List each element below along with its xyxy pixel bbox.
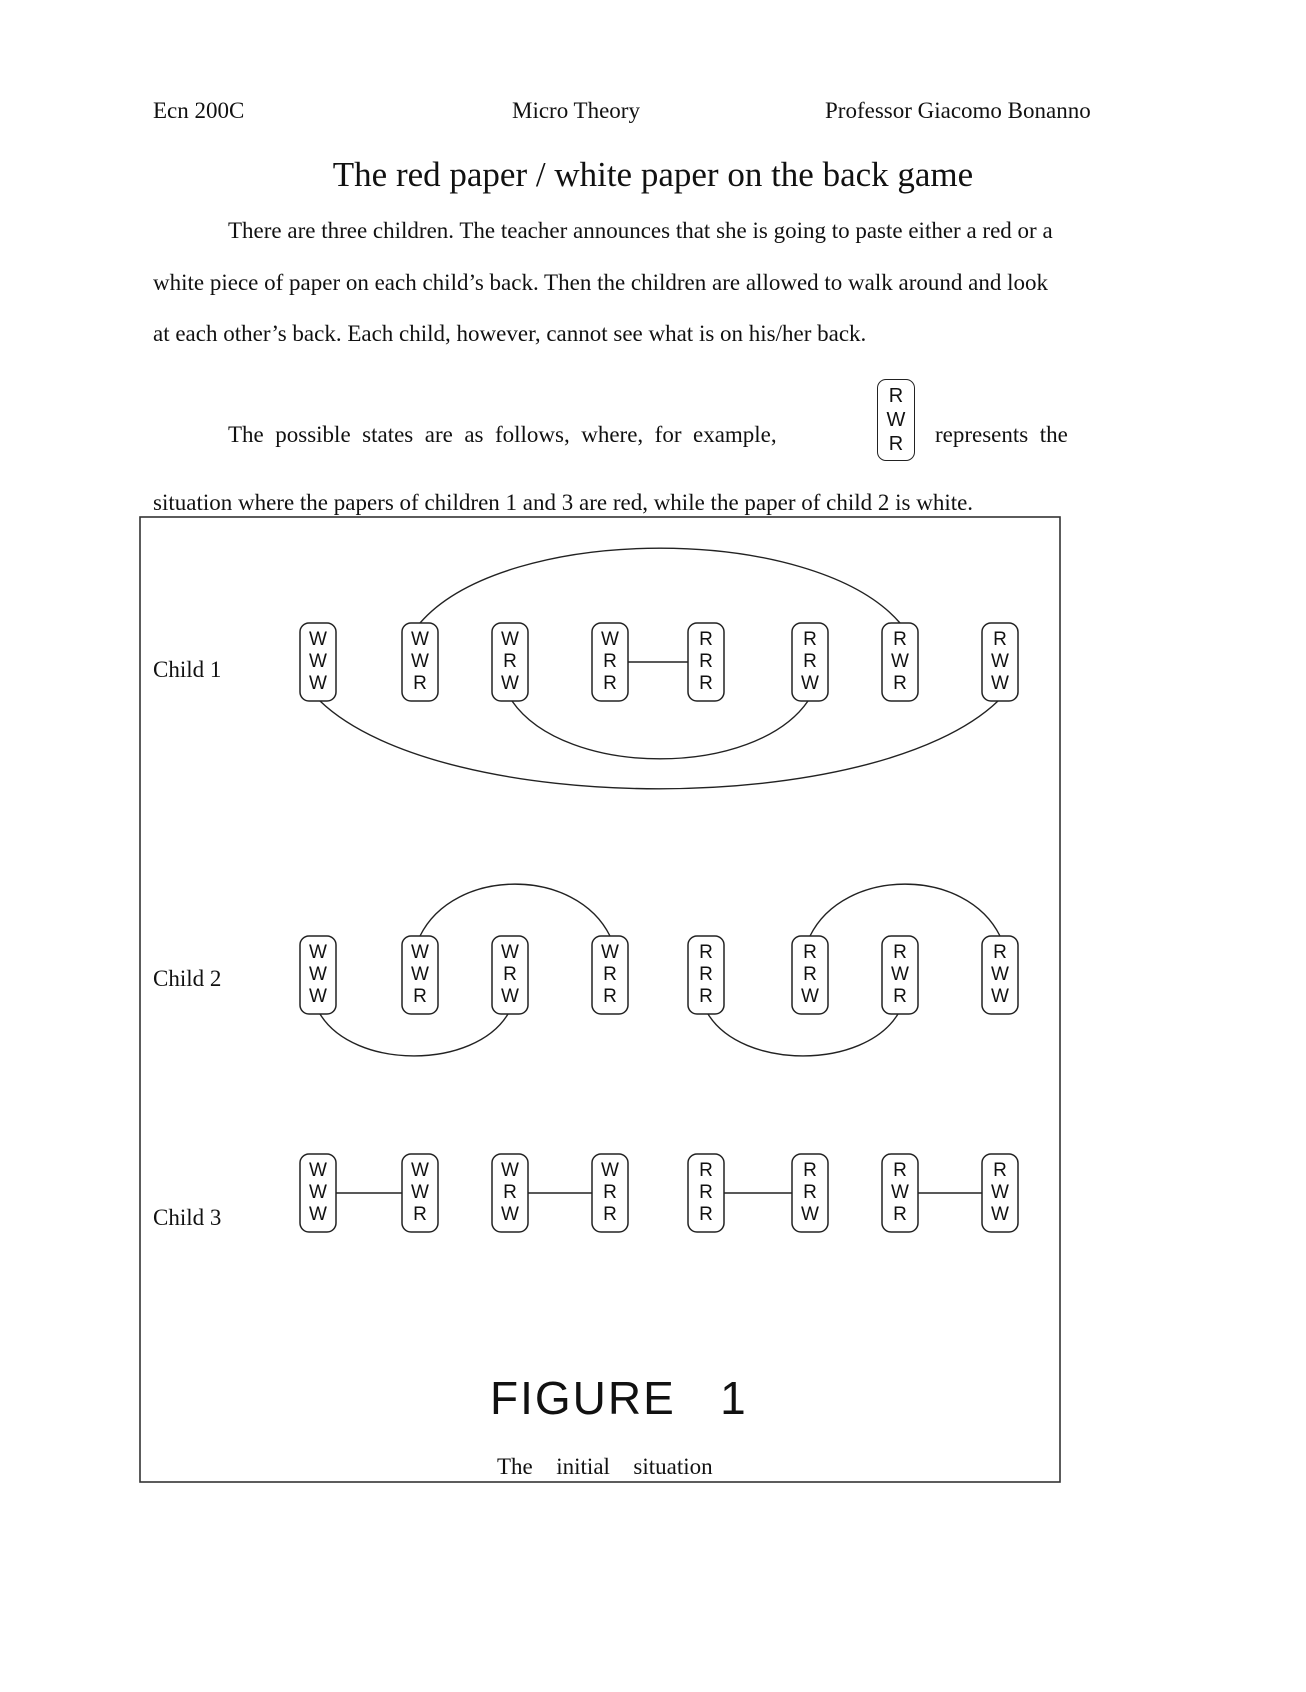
state-letter: W xyxy=(411,1160,429,1181)
child-1-state-box xyxy=(492,623,528,701)
state-letter: R xyxy=(699,986,713,1007)
state-letter: W xyxy=(309,1160,327,1181)
state-letter: R xyxy=(699,1182,713,1203)
state-letter: R xyxy=(413,673,427,694)
row-label-child-3: Child 3 xyxy=(153,1205,222,1230)
state-letter: R xyxy=(503,651,517,672)
state-letter: W xyxy=(309,986,327,1007)
state-letter: R xyxy=(603,673,617,694)
child-3-state-box xyxy=(792,1154,828,1232)
state-letter: R xyxy=(893,673,907,694)
state-letter: W xyxy=(891,1182,909,1203)
state-letter: W xyxy=(309,942,327,963)
child-2-link-1 xyxy=(420,884,610,936)
state-letter: R xyxy=(803,964,817,985)
paragraph-1-line-1: There are three children. The teacher announces that she is going to paste either a red or a xyxy=(228,218,1053,243)
state-letter: R xyxy=(603,1204,617,1225)
state-letter: R xyxy=(603,986,617,1007)
row-label-child-2: Child 2 xyxy=(153,966,222,991)
child-2-link-3 xyxy=(810,884,1000,936)
state-letter: R xyxy=(803,651,817,672)
state-letter: W xyxy=(891,651,909,672)
child-1-state-box xyxy=(300,623,336,701)
child-2-state-box xyxy=(792,936,828,1014)
state-letter: W xyxy=(411,942,429,963)
paragraph-2-before: The possible states are as follows, where, for example, xyxy=(228,422,777,447)
state-letter: W xyxy=(801,986,819,1007)
child-2-state-box xyxy=(688,936,724,1014)
state-letter: R xyxy=(699,651,713,672)
child-2-state-box xyxy=(592,936,628,1014)
state-letter: R xyxy=(603,651,617,672)
state-letter: W xyxy=(601,1160,619,1181)
course-subject: Micro Theory xyxy=(512,98,640,123)
state-letter: W xyxy=(411,629,429,650)
state-letter: W xyxy=(309,673,327,694)
state-letter: W xyxy=(309,651,327,672)
child-2-link-2 xyxy=(320,1014,508,1056)
state-letter: W xyxy=(411,1182,429,1203)
state-letter: R xyxy=(993,629,1007,650)
state-letter: R xyxy=(803,1182,817,1203)
figure-caption: The initial situation xyxy=(497,1454,713,1479)
state-letter: W xyxy=(309,629,327,650)
child-1-state-box xyxy=(688,623,724,701)
state-letter: W xyxy=(411,964,429,985)
figure-title: FIGURE 1 xyxy=(490,1372,748,1424)
state-letter: W xyxy=(801,1204,819,1225)
state-letter: R xyxy=(803,629,817,650)
state-letter: R xyxy=(893,942,907,963)
state-letter: W xyxy=(991,651,1009,672)
state-letter: W xyxy=(601,629,619,650)
state-letter: R xyxy=(699,629,713,650)
child-3-state-box xyxy=(982,1154,1018,1232)
state-letter: W xyxy=(309,964,327,985)
state-letter: R xyxy=(503,964,517,985)
state-letter: R xyxy=(503,1182,517,1203)
child-3-state-box xyxy=(492,1154,528,1232)
state-letter: R xyxy=(893,1204,907,1225)
paragraph-1-line-2: white piece of paper on each child’s back. Then the children are allowed to walk around and look xyxy=(153,270,1048,295)
state-letter: R xyxy=(413,1204,427,1225)
example-state-child-2: W xyxy=(886,409,906,431)
state-letter: R xyxy=(603,1182,617,1203)
state-letter: R xyxy=(803,942,817,963)
state-letter: W xyxy=(891,964,909,985)
state-letter: W xyxy=(601,942,619,963)
child-2-state-box xyxy=(492,936,528,1014)
state-letter: R xyxy=(699,1204,713,1225)
state-letter: R xyxy=(699,1160,713,1181)
child-1-link-2 xyxy=(512,701,808,759)
state-letter: R xyxy=(993,1160,1007,1181)
child-2-state-box xyxy=(300,936,336,1014)
child-1-state-box xyxy=(592,623,628,701)
state-letter: W xyxy=(801,673,819,694)
child-1-link-3 xyxy=(320,701,998,789)
state-letter: R xyxy=(699,942,713,963)
paragraph-1-line-3: at each other’s back. Each child, however, cannot see what is on his/her back. xyxy=(153,321,867,346)
state-letter: W xyxy=(991,673,1009,694)
row-label-child-1: Child 1 xyxy=(153,657,222,682)
child-3-state-box xyxy=(300,1154,336,1232)
state-letter: W xyxy=(991,964,1009,985)
state-letter: W xyxy=(501,1204,519,1225)
state-letter: W xyxy=(501,942,519,963)
child-1-link-1 xyxy=(420,548,900,623)
course-code: Ecn 200C xyxy=(153,98,245,123)
paragraph-2-after: represents the xyxy=(935,422,1068,447)
professor-name: Professor Giacomo Bonanno xyxy=(825,98,1091,123)
child-1-state-box xyxy=(402,623,438,701)
child-3-state-box xyxy=(688,1154,724,1232)
state-letter: W xyxy=(501,1160,519,1181)
example-state-child-1: R xyxy=(888,385,904,407)
state-letter: R xyxy=(413,986,427,1007)
state-letter: W xyxy=(309,1182,327,1203)
state-letter: W xyxy=(991,986,1009,1007)
state-letter: R xyxy=(893,1160,907,1181)
state-letter: R xyxy=(699,964,713,985)
state-letter: W xyxy=(991,1182,1009,1203)
state-letter: R xyxy=(699,673,713,694)
state-letter: W xyxy=(991,1204,1009,1225)
child-2-state-box xyxy=(882,936,918,1014)
child-3-state-box xyxy=(402,1154,438,1232)
state-letter: R xyxy=(993,942,1007,963)
state-letter: W xyxy=(411,651,429,672)
state-letter: W xyxy=(501,629,519,650)
child-1-state-box xyxy=(882,623,918,701)
child-2-state-box xyxy=(982,936,1018,1014)
state-letter: R xyxy=(893,629,907,650)
state-letter: W xyxy=(309,1204,327,1225)
state-letter: R xyxy=(803,1160,817,1181)
child-1-state-box xyxy=(982,623,1018,701)
page-title: The red paper / white paper on the back game xyxy=(332,155,974,194)
state-letter: R xyxy=(893,986,907,1007)
state-letter: R xyxy=(603,964,617,985)
child-2-state-box xyxy=(402,936,438,1014)
child-3-state-box xyxy=(592,1154,628,1232)
paragraph-2-line-2: situation where the papers of children 1 and 3 are red, while the paper of child 2 is white. xyxy=(153,490,974,515)
state-letter: W xyxy=(501,986,519,1007)
child-2-link-4 xyxy=(708,1014,898,1056)
child-1-state-box xyxy=(792,623,828,701)
child-3-state-box xyxy=(882,1154,918,1232)
example-state-child-3: R xyxy=(888,433,904,455)
state-letter: W xyxy=(501,673,519,694)
